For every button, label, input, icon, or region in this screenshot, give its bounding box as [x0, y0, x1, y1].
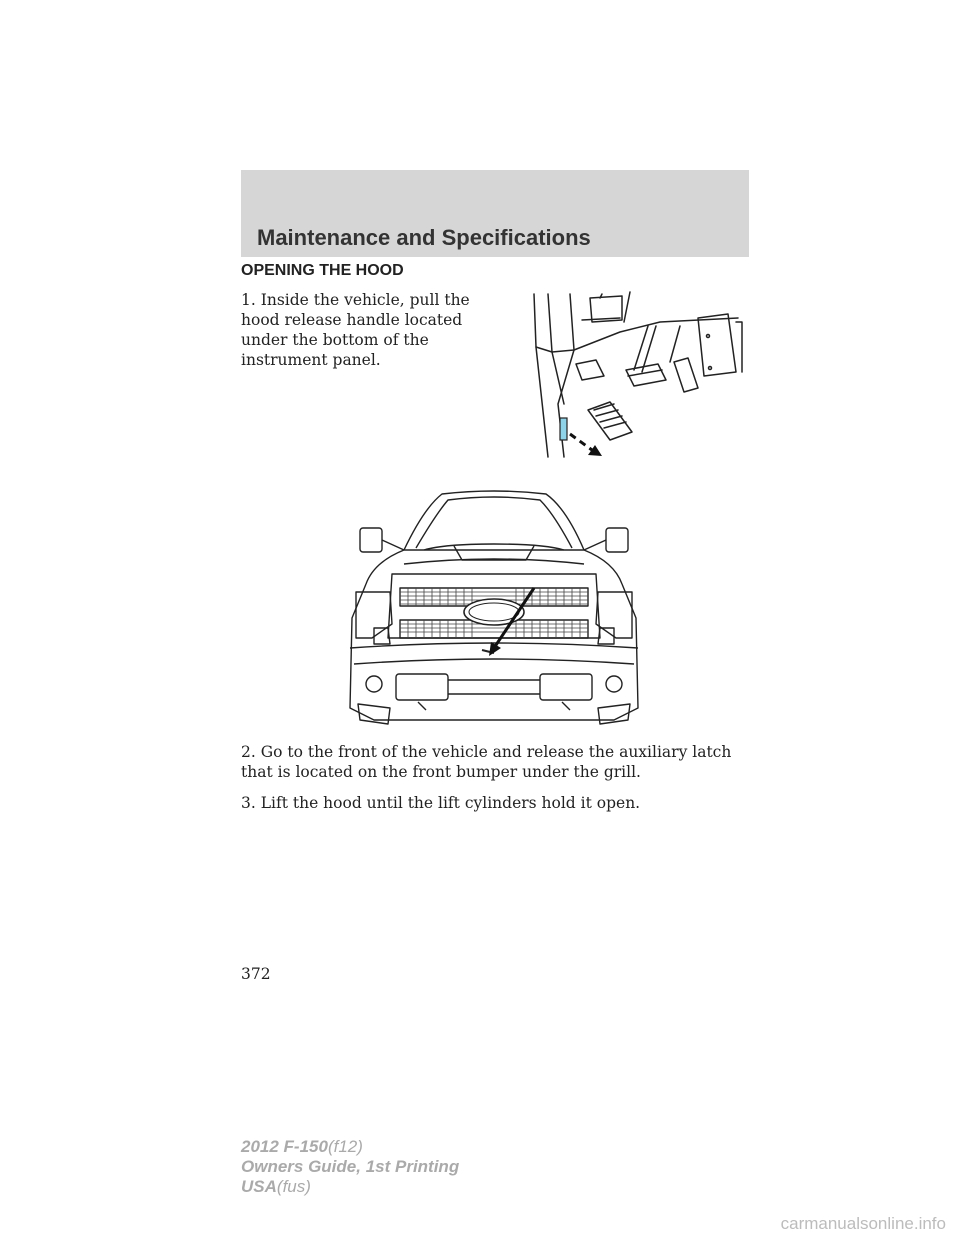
footer-market-line [241, 1177, 459, 1197]
footer-model: 2012 F-150 [241, 1137, 328, 1156]
section-heading: OPENING THE HOOD [241, 262, 404, 279]
header-band [241, 170, 749, 257]
footer-model-code: (f12) [327, 1137, 363, 1156]
footer-market: USA [241, 1177, 277, 1196]
step-1-text: 1. Inside the vehicle, pull the hood release handle located under the bottom of the instrument panel. [241, 291, 470, 369]
footer-market-code: (fus) [276, 1177, 311, 1196]
page-section-title: Maintenance and Specifications [257, 225, 591, 250]
hood-release-illustration [530, 292, 750, 462]
watermark[interactable]: carmanualsonline.info [780, 1214, 946, 1233]
footer-guide: Owners Guide, 1st Printing [241, 1157, 460, 1176]
step-2-text: 2. Go to the front of the vehicle and release the auxiliary latch that is located on the front bumper under the grill. [241, 743, 732, 781]
step-3-text: 3. Lift the hood until the lift cylinders hold it open. [241, 794, 641, 812]
footer-model-line [241, 1137, 459, 1157]
document-footer [241, 1137, 459, 1197]
page-number: 372 [241, 965, 271, 983]
truck-front-illustration [344, 488, 644, 726]
